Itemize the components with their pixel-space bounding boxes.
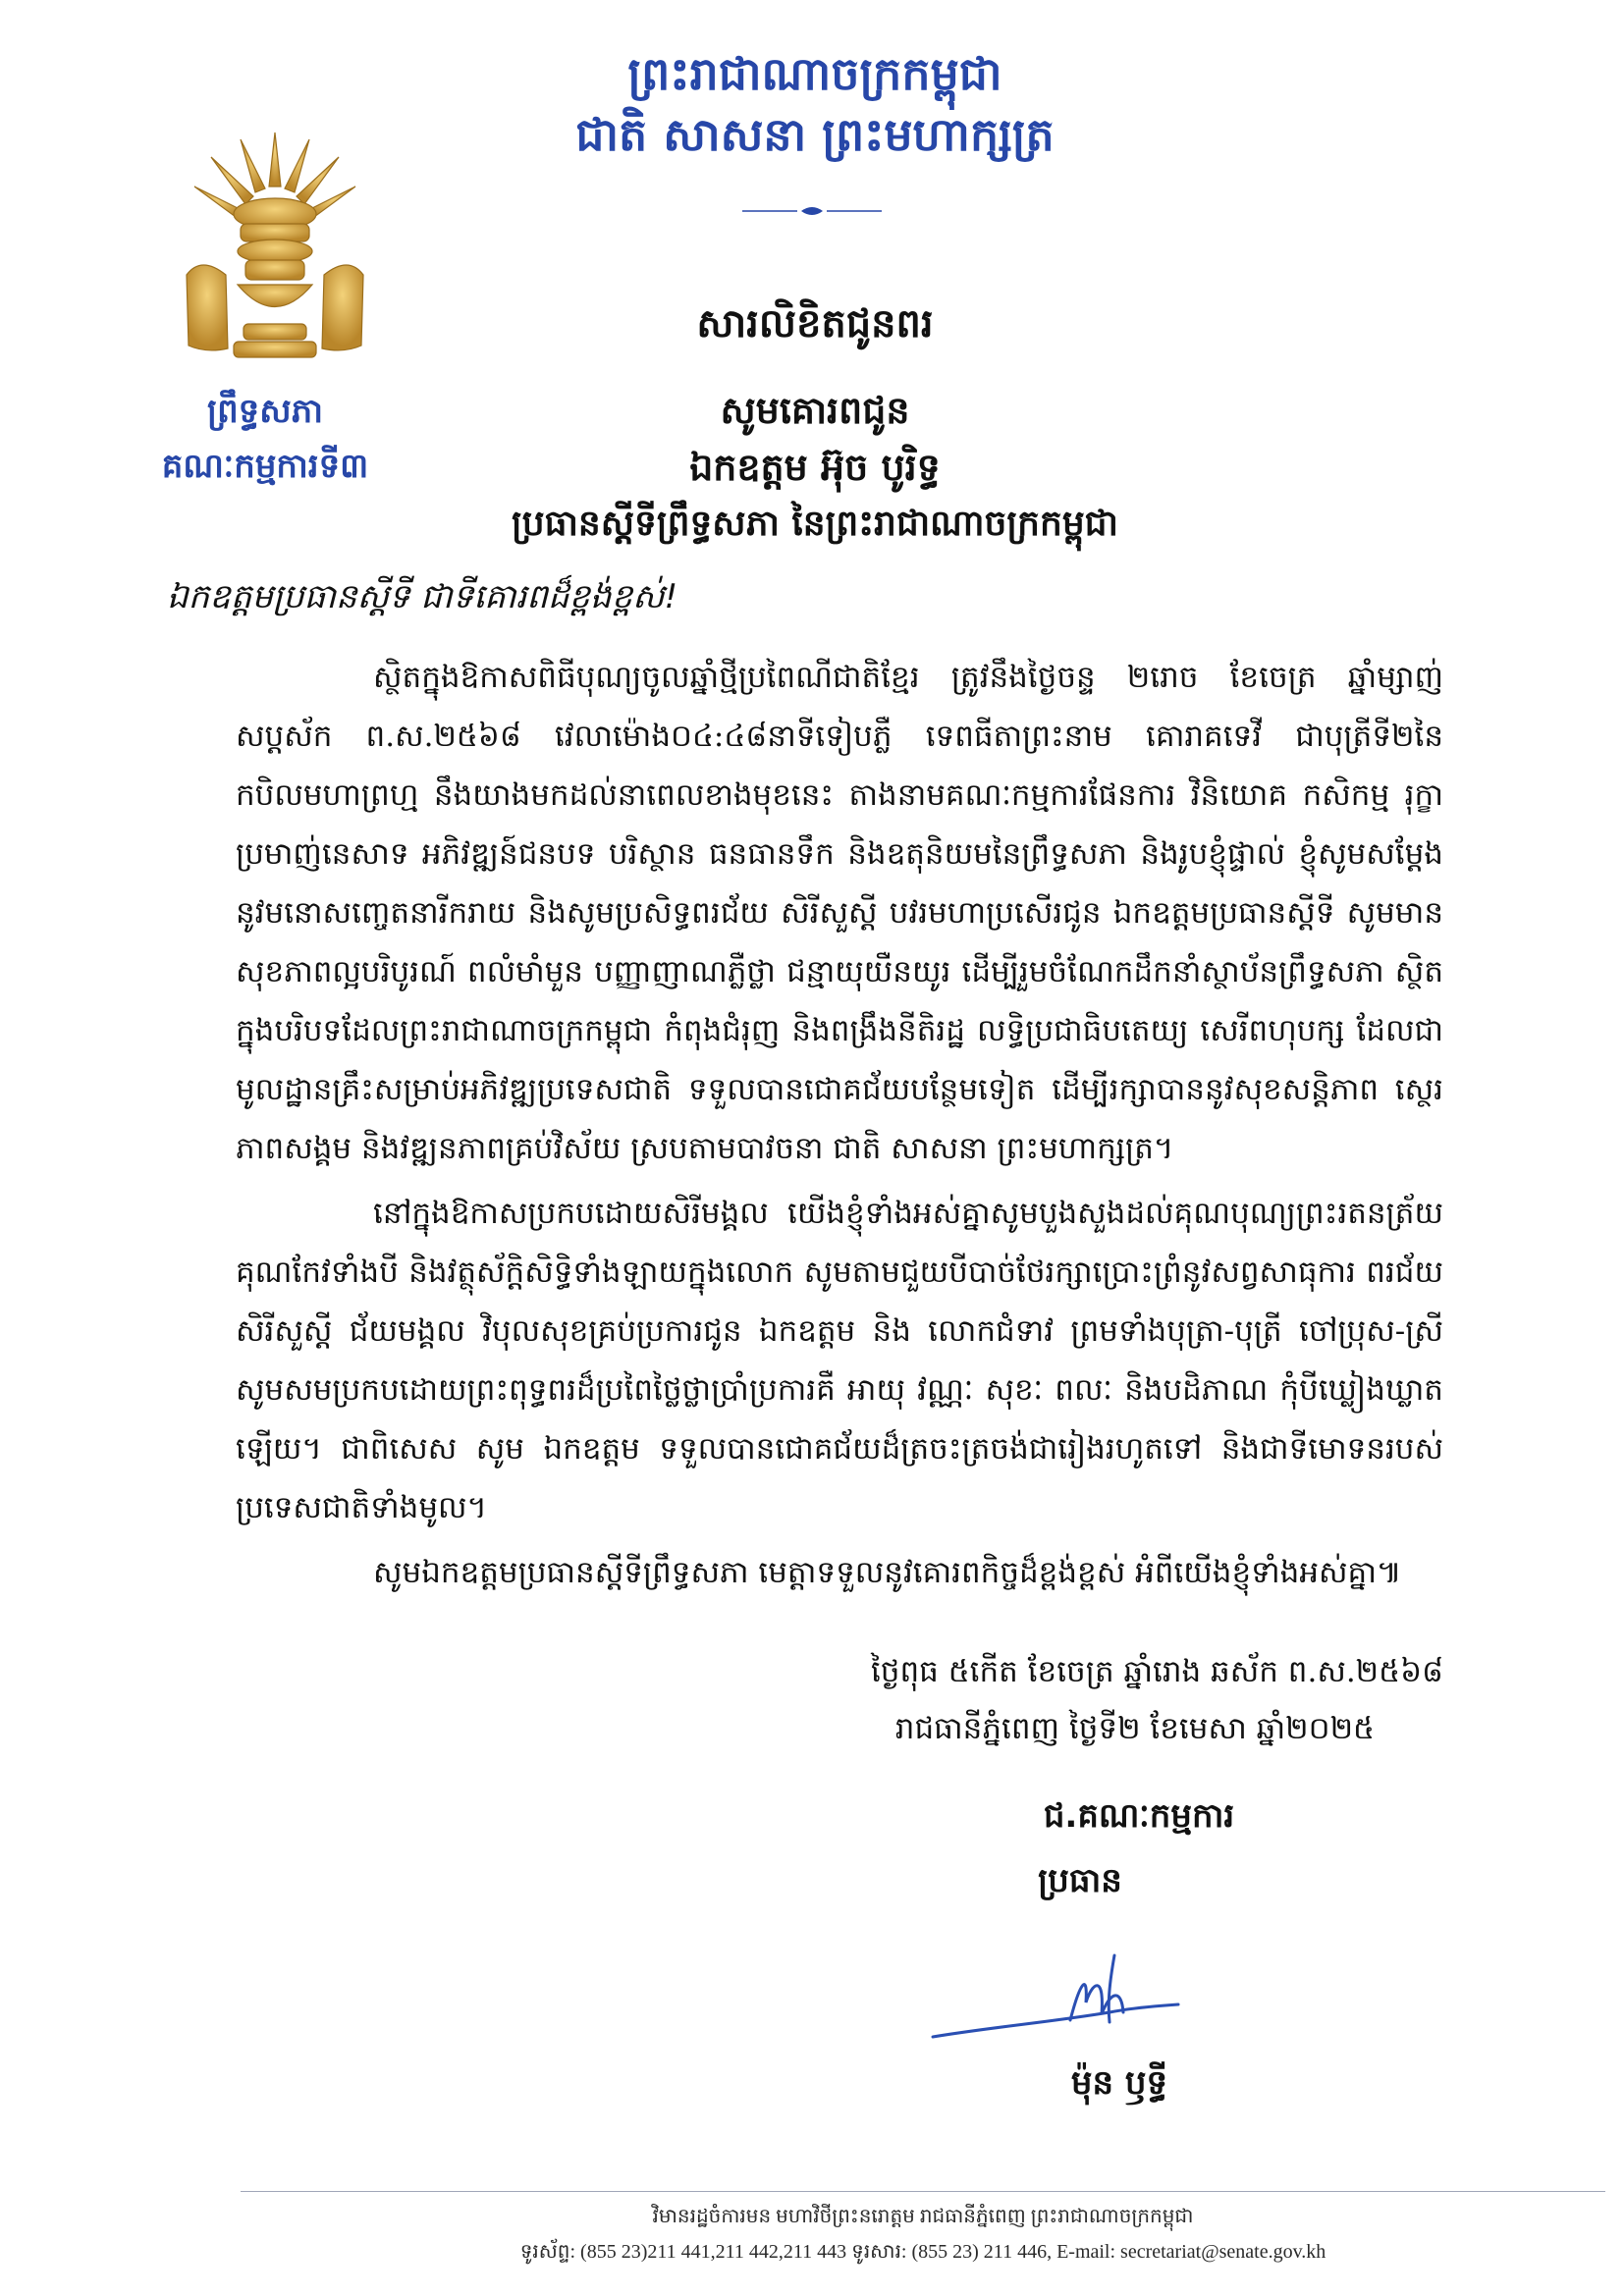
phone-numbers: (855 23)211 441,211 442,211 443 <box>580 2241 847 2263</box>
footer-divider <box>241 2191 1605 2192</box>
salutation: ឯកឧត្តមប្រធានស្តីទី ជាទីគោរពដ៏ខ្ពង់ខ្ពស់! <box>167 577 678 616</box>
footer-address: វិមានរដ្ឋចំការមន មហាវិថីព្រះនរោត្តម រាជធានីភ្នំពេញ ព្រះរាជាណាចក្រកម្ពុជា <box>652 2206 1194 2227</box>
document-title: សារលិខិតជូនពរ <box>696 301 934 347</box>
kingdom-name: ព្រះរាជាណាចក្រកម្ពុជា <box>627 47 1002 100</box>
signature-position: ប្រធាន <box>1038 1861 1122 1900</box>
royal-emblem-icon <box>147 118 403 373</box>
addressee-title: ប្រធានស្តីទីព្រឹទ្ធសភា នៃព្រះរាជាណាចក្រកម្ពុជា <box>512 504 1118 544</box>
sender-institution: ព្រឹទ្ធសភា <box>206 392 324 431</box>
signature-on-behalf: ជ.គណៈកម្មការ <box>1043 1796 1235 1836</box>
body-paragraph-3: សូមឯកឧត្តមប្រធានស្តីទីព្រឹទ្ធសភា មេត្តាទទួលនូវគោរពកិច្ចដ៏ខ្ពង់ខ្ពស់ អំពីយើងខ្ញុំទាំងអស់គ្នា៕ <box>373 1555 1402 1590</box>
footer-contacts <box>241 2236 1605 2268</box>
letter-body <box>236 648 1443 1608</box>
fax-number: (855 23) 211 446, <box>911 2241 1053 2263</box>
body-paragraph-1: ស្ថិតក្នុងឱកាសពិធីបុណ្យចូលឆ្នាំថ្មីប្រពៃណីជាតិខ្មែរ ត្រូវនឹងថ្ងៃចន្ទ ២រោច ខែចេត្រ ឆ្នាំម្សាញ់ សប្តស័ក ព.ស.២៥៦៨ វេលាម៉ោង០៤:៤៨នាទីទៀបភ្លឺ ទេពធីតាព្រះនាម គោរាគទេវី ជាបុត្រីទី២នៃកបិលមហាព្រហ្ម នឹងយាងមកដល់នាពេលខាងមុខនេះ តាងនាមគណៈកម្មការផែនការ វិនិយោគ កសិកម្ម រុក្ខាប្រមាញ់នេសាទ អភិវឌ្ឍន៍ជនបទ បរិស្ថាន ធនធានទឹក និងឧតុនិយមនៃព្រឹទ្ធសភា និងរូបខ្ញុំផ្ទាល់ ខ្ញុំសូមសម្តែងនូវមនោសញ្ចេតនារីករាយ និងសូមប្រសិទ្ធពរជ័យ សិរីសួស្តី បវរមហាប្រសើរជូន ឯកឧត្តមប្រធានស្តីទី សូមមានសុខភាពល្អបរិបូរណ៍ ពលំមាំមួន បញ្ញាញាណភ្លឺថ្លា ជន្មាយុយឺនយូរ ដើម្បីរួមចំណែកដឹកនាំស្ថាប័នព្រឹទ្ធសភា ស្ថិតក្នុងបរិបទដែលព្រះរាជាណាចក្រកម្ពុជា កំពុងជំរុញ និងពង្រឹងនីតិរដ្ឋ លទ្ធិប្រជាធិបតេយ្យ សេរីពហុបក្ស ដែលជាមូលដ្ឋានគ្រឹះសម្រាប់អភិវឌ្ឍប្រទេសជាតិ ទទួលបានជោគជ័យបន្ថែមទៀត ដើម្បីរក្សាបាននូវសុខសន្តិភាព ស្ថេរភាពសង្គម និងវឌ្ឍនភាពគ្រប់វិស័យ ស្របតាមបាវចនា ជាតិ សាសនា ព្រះមហាក្សត្រ។ <box>236 660 1443 1166</box>
phone-label: ទូរស័ព្ទ: <box>519 2241 576 2263</box>
addressee-name: ឯកឧត្តម អ៊ុច បូរិទ្ធ <box>689 446 941 489</box>
solar-date: រាជធានីភ្នំពេញ ថ្ងៃទី២ ខែមេសា ឆ្នាំ២០២៥ <box>894 1711 1375 1746</box>
fax-label: ទូរសារ: <box>851 2241 907 2263</box>
body-paragraph-2: នៅក្នុងឱកាសប្រកបដោយសិរីមង្គល យើងខ្ញុំទាំងអស់គ្នាសូមបួងសួងដល់គុណបុណ្យព្រះរតនត្រ័យ គុណកែវទាំងបី និងវត្ថុស័ក្តិសិទ្ធិទាំងឡាយក្នុងលោក សូមតាមជួយបីបាច់ថែរក្សាប្រោះព្រំនូវសព្វសាធុការ ពរជ័យ សិរីសួស្តី ជ័យមង្គល វិបុលសុខគ្រប់ប្រការជូន ឯកឧត្តម និង លោកជំទាវ ព្រមទាំងបុត្រា-បុត្រី ចៅប្រុស-ស្រី សូមសមប្រកបដោយព្រះពុទ្ធពរដ៏ប្រពៃថ្លៃថ្លាប្រាំប្រការគឺ អាយុ វណ្ណៈ សុខៈ ពលៈ និងបដិភាណ កុំបីឃ្លៀងឃ្លាតឡើយ។ ជាពិសេស សូម ឯកឧត្តម ទទួលបានជោគជ័យដ៏ត្រចះត្រចង់ជារៀងរហូតទៅ និងជាទីមោទនរបស់ប្រទេសជាតិទាំងមូល។ <box>236 1196 1443 1525</box>
divider-ornament <box>738 201 886 221</box>
national-motto: ជាតិ សាសនា ព្រះមហាក្សត្រ <box>575 108 1055 161</box>
lunar-date: ថ្ងៃពុធ ៥កើត ខែចេត្រ ឆ្នាំរោង ឆស័ក ព.ស.២៥៦៨ <box>870 1654 1443 1689</box>
handwritten-signature <box>913 1944 1208 2061</box>
signatory-name: ម៉ុន ឫទ្ធី <box>1070 2063 1168 2103</box>
addressee-greeting: សូមគោរពជូន <box>720 389 910 432</box>
email-address[interactable]: E-mail: secretariat@senate.gov.kh <box>1056 2241 1326 2263</box>
sender-commission: គណៈកម្មការទី៣ <box>161 447 369 486</box>
